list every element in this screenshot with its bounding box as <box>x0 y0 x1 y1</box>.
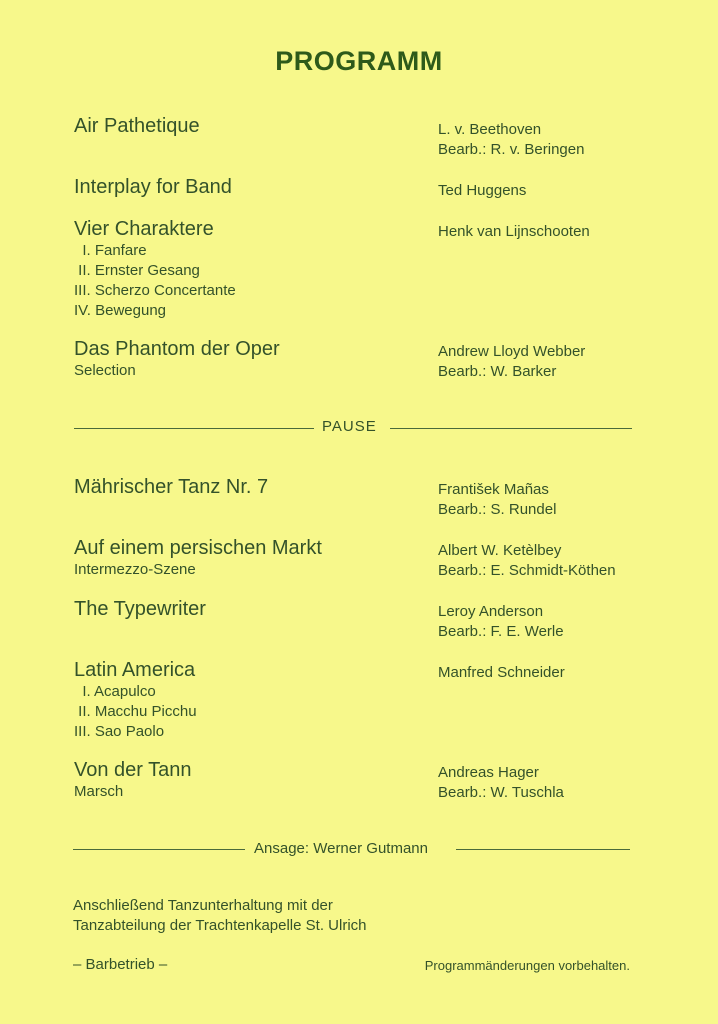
piece-subtitle: Marsch <box>74 783 124 800</box>
piece-5 <box>74 475 268 499</box>
footer-line-1: Anschließend Tanzunterhaltung mit der <box>73 897 333 914</box>
divider-line-right <box>456 849 630 850</box>
piece-6-credits <box>438 541 616 581</box>
pause-label: PAUSE <box>322 418 377 435</box>
piece-title: The Typewriter <box>74 598 206 620</box>
movement: II. Macchu Picchu <box>74 703 197 720</box>
piece-5-credits <box>438 480 556 520</box>
movement: I. Acapulco <box>74 683 156 700</box>
arranger: Bearb.: R. v. Beringen <box>438 141 585 158</box>
divider-line-left <box>73 849 245 850</box>
changes-notice: Programmänderungen vorbehalten. <box>424 958 630 973</box>
piece-1-credits <box>438 120 584 160</box>
piece-2-credits <box>438 181 526 201</box>
piece-title: Latin America <box>74 659 196 681</box>
arranger: Bearb.: W. Barker <box>438 363 557 380</box>
piece-8-credits <box>438 663 565 683</box>
piece-3-credits <box>438 222 590 242</box>
composer: Andrew Lloyd Webber <box>438 343 586 360</box>
piece-title: Auf einem persischen Markt <box>74 537 322 559</box>
piece-title: Interplay for Band <box>74 176 232 198</box>
bar-notice: – Barbetrieb – <box>73 956 168 973</box>
piece-title: Das Phantom der Oper <box>74 338 280 360</box>
piece-title: Air Pathetique <box>74 115 200 137</box>
arranger: Bearb.: F. E. Werle <box>438 623 564 640</box>
movement: III. Sao Paolo <box>74 723 165 740</box>
composer: Ted Huggens <box>438 182 527 199</box>
arranger: Bearb.: S. Rundel <box>438 501 557 518</box>
piece-subtitle: Selection <box>74 362 136 379</box>
piece-9 <box>74 758 192 802</box>
divider-line-left <box>74 428 314 429</box>
composer: Manfred Schneider <box>438 664 565 681</box>
movement: I. Fanfare <box>74 242 147 259</box>
movement: IV. Bewegung <box>74 302 167 319</box>
piece-7 <box>74 597 206 621</box>
piece-1 <box>74 114 200 138</box>
composer: Henk van Lijnschooten <box>438 223 590 240</box>
divider-line-right <box>390 428 632 429</box>
piece-4 <box>74 337 280 381</box>
piece-7-credits <box>438 602 564 642</box>
piece-title: Vier Charaktere <box>74 218 214 240</box>
piece-subtitle: Intermezzo-Szene <box>74 561 196 578</box>
piece-6 <box>74 536 322 580</box>
piece-2 <box>74 175 232 199</box>
composer: Albert W. Ketèlbey <box>438 542 562 559</box>
movement: III. Scherzo Concertante <box>74 282 236 299</box>
footer-notice <box>73 896 367 936</box>
piece-4-credits <box>438 342 585 382</box>
composer: František Mañas <box>438 481 549 498</box>
piece-9-credits <box>438 763 564 803</box>
piece-title: Mährischer Tanz Nr. 7 <box>74 476 269 498</box>
movement: II. Ernster Gesang <box>74 262 200 279</box>
piece-3 <box>74 217 236 321</box>
footer-line-2: Tanzabteilung der Trachtenkapelle St. Ulrich <box>73 917 367 934</box>
composer: Leroy Anderson <box>438 603 544 620</box>
composer: L. v. Beethoven <box>438 121 542 138</box>
page-title: PROGRAMM <box>275 46 443 76</box>
announcer-label: Ansage: Werner Gutmann <box>254 840 428 857</box>
composer: Andreas Hager <box>438 764 539 781</box>
arranger: Bearb.: W. Tuschla <box>438 784 564 801</box>
arranger: Bearb.: E. Schmidt-Köthen <box>438 562 616 579</box>
piece-title: Von der Tann <box>74 759 192 781</box>
piece-8 <box>74 658 197 742</box>
